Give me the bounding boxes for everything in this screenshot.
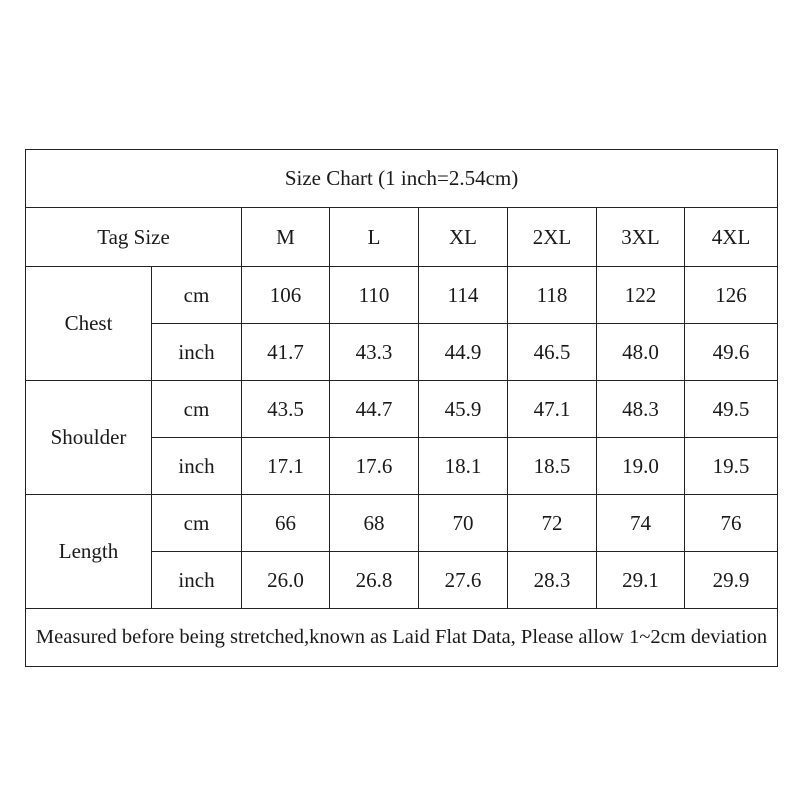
size-header-2xl: 2XL [508,208,597,267]
table-cell: 44.9 [419,324,508,381]
note-row [26,609,778,667]
table-cell: 110 [330,267,419,324]
title-row [26,150,778,208]
unit-label: cm [152,267,242,324]
length-cm-row [26,495,778,552]
unit-label: inch [152,438,242,495]
table-cell: 45.9 [419,381,508,438]
size-header-xl: XL [419,208,508,267]
table-cell: 46.5 [508,324,597,381]
shoulder-cm-row [26,381,778,438]
table-cell: 26.0 [242,552,330,609]
length-label: Length [26,495,152,609]
size-header-m: M [242,208,330,267]
table-cell: 43.3 [330,324,419,381]
table-cell: 29.9 [685,552,778,609]
table-cell: 27.6 [419,552,508,609]
table-cell: 48.0 [597,324,685,381]
unit-label: cm [152,495,242,552]
table-cell: 126 [685,267,778,324]
table-cell: 17.1 [242,438,330,495]
table-cell: 26.8 [330,552,419,609]
table-cell: 122 [597,267,685,324]
table-cell: 49.5 [685,381,778,438]
unit-label: inch [152,552,242,609]
size-chart-table [25,149,778,667]
unit-label: inch [152,324,242,381]
shoulder-label: Shoulder [26,381,152,495]
table-cell: 72 [508,495,597,552]
table-cell: 70 [419,495,508,552]
tag-size-label: Tag Size [26,208,242,267]
header-row [26,208,778,267]
table-cell: 48.3 [597,381,685,438]
table-cell: 118 [508,267,597,324]
table-cell: 114 [419,267,508,324]
chest-cm-row [26,267,778,324]
table-cell: 18.5 [508,438,597,495]
table-cell: 18.1 [419,438,508,495]
table-cell: 68 [330,495,419,552]
table-cell: 43.5 [242,381,330,438]
table-cell: 29.1 [597,552,685,609]
table-cell: 19.0 [597,438,685,495]
chart-title: Size Chart (1 inch=2.54cm) [26,150,778,208]
table-cell: 28.3 [508,552,597,609]
table-cell: 106 [242,267,330,324]
table-cell: 19.5 [685,438,778,495]
measurement-note: Measured before being stretched,known as Laid Flat Data, Please allow 1~2cm deviation [26,609,778,667]
unit-label: cm [152,381,242,438]
table-cell: 44.7 [330,381,419,438]
size-header-3xl: 3XL [597,208,685,267]
chest-label: Chest [26,267,152,381]
table-cell: 17.6 [330,438,419,495]
size-header-l: L [330,208,419,267]
table-cell: 66 [242,495,330,552]
table-cell: 76 [685,495,778,552]
table-cell: 47.1 [508,381,597,438]
size-header-4xl: 4XL [685,208,778,267]
table-cell: 49.6 [685,324,778,381]
table-cell: 74 [597,495,685,552]
table-cell: 41.7 [242,324,330,381]
